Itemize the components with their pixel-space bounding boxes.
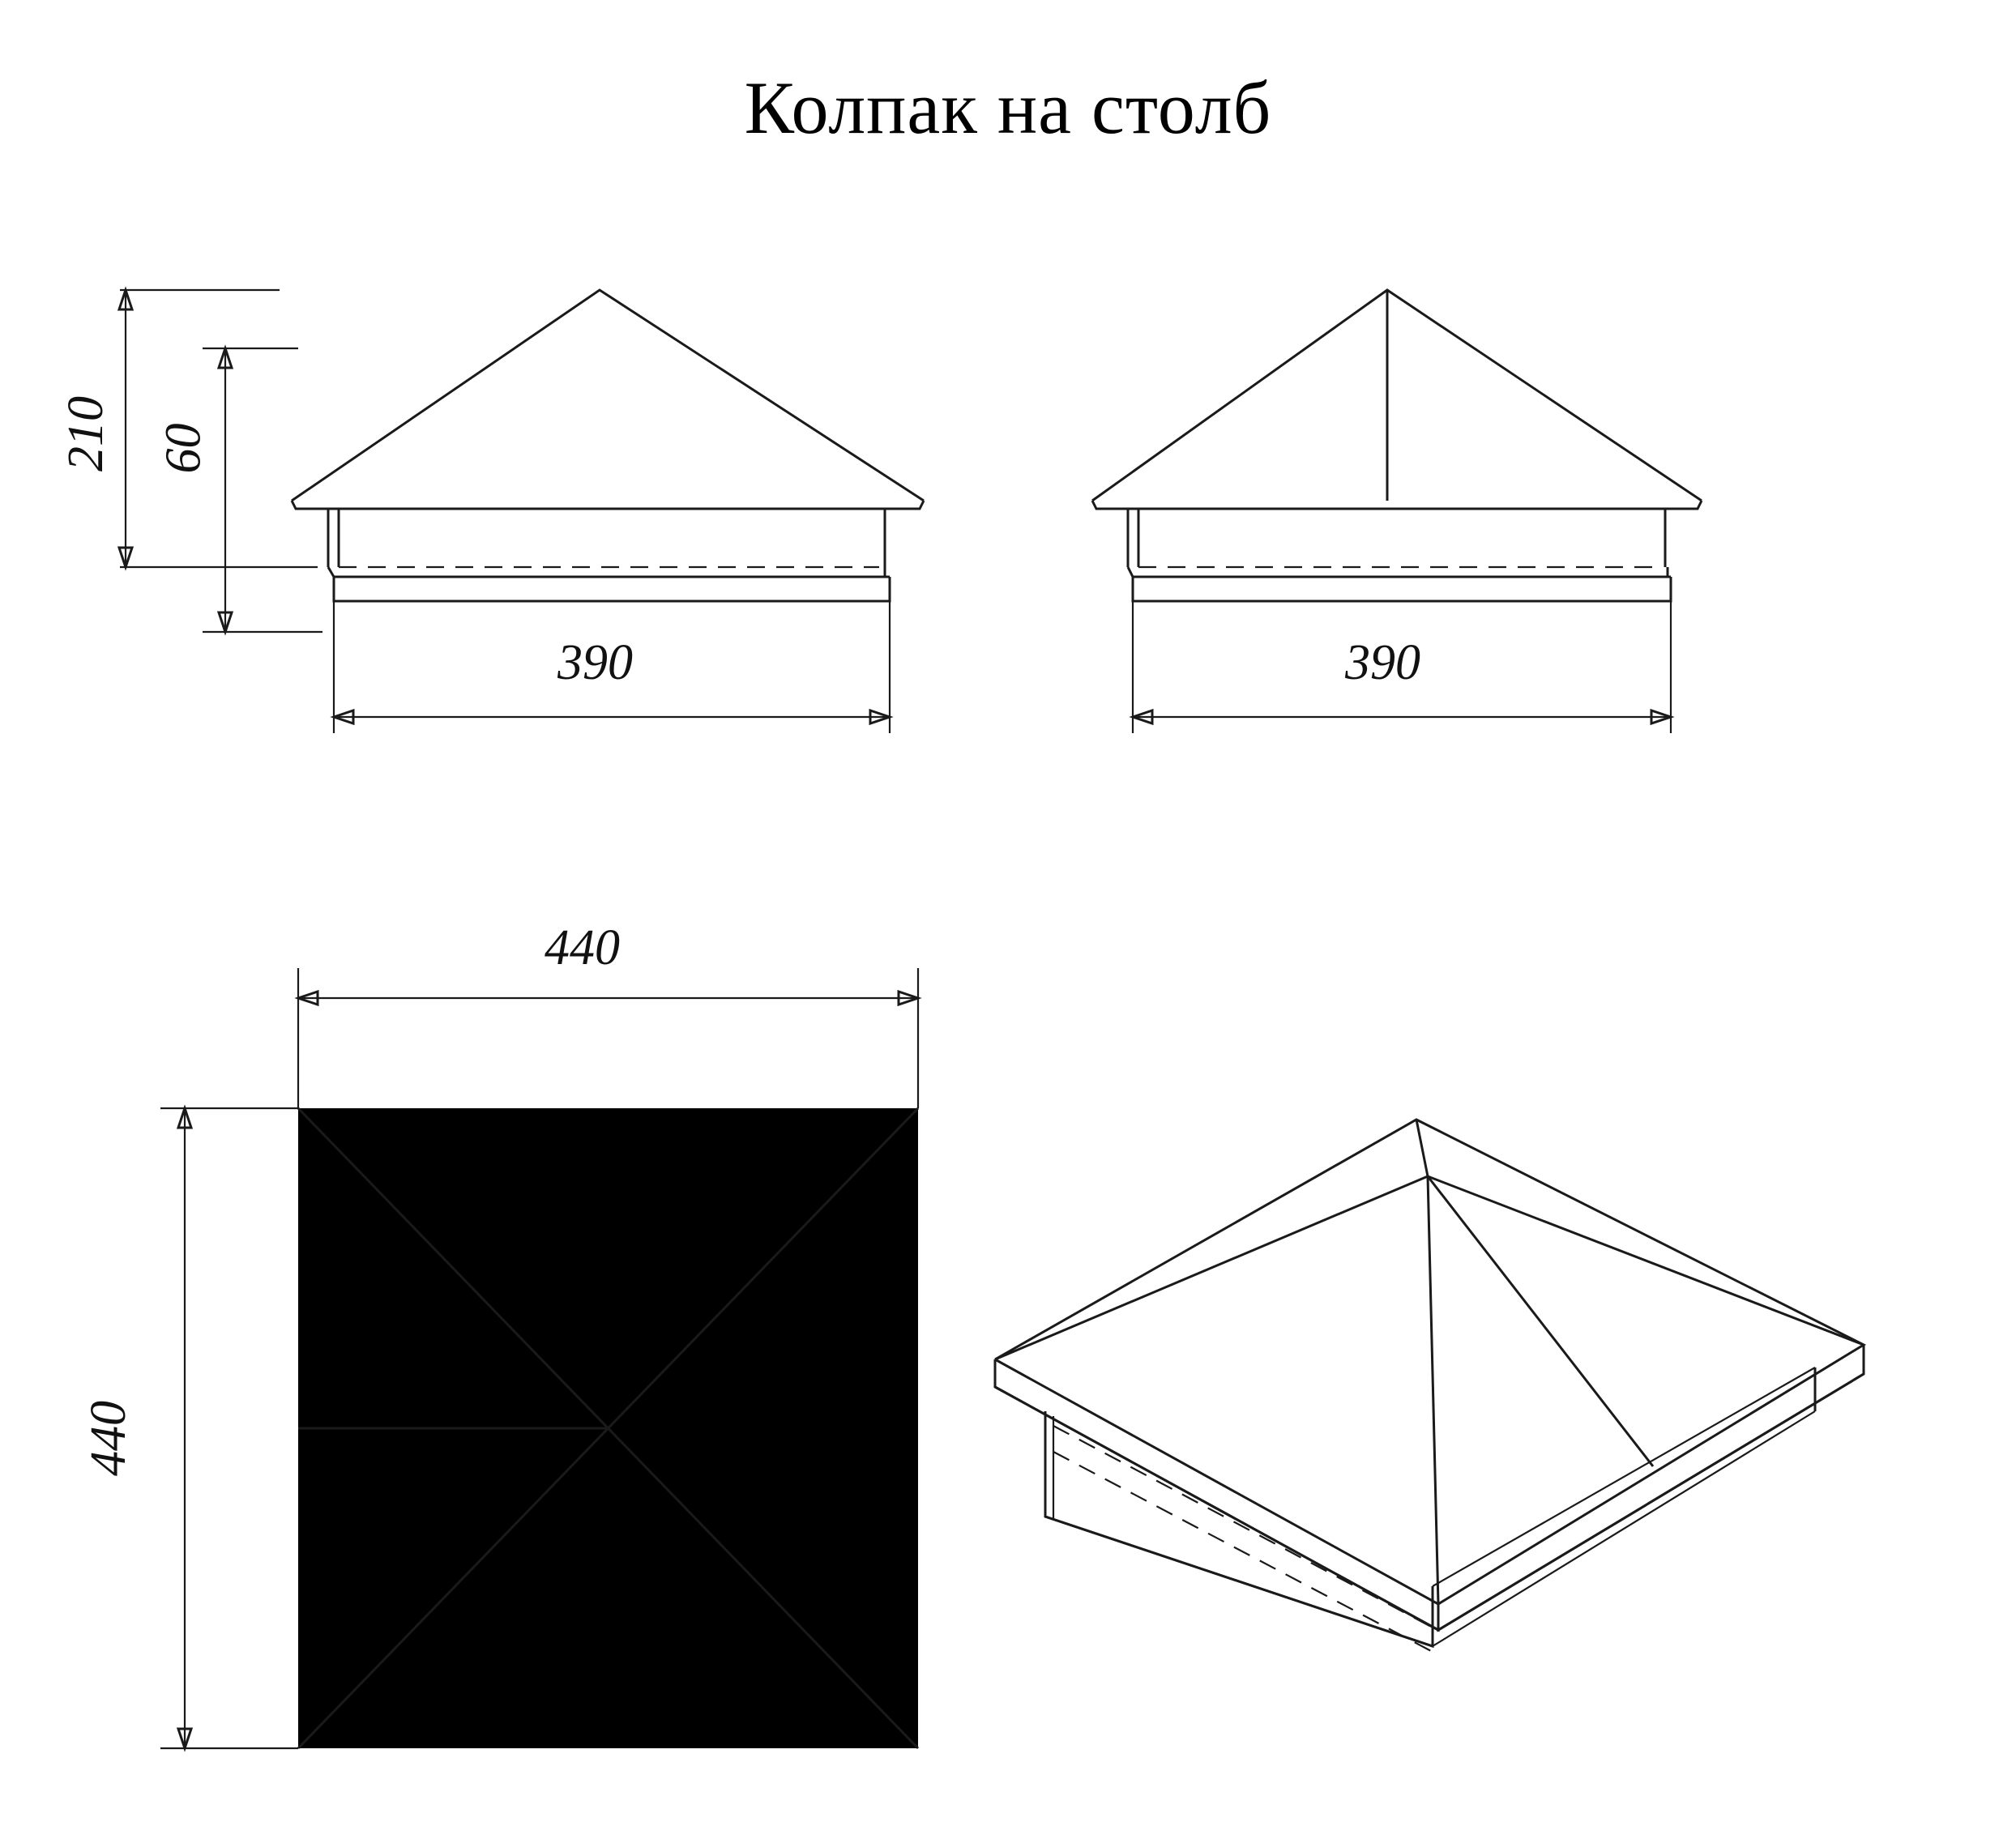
dim-label-210: 210 bbox=[58, 396, 113, 471]
dim-label-60: 60 bbox=[156, 423, 211, 474]
dim-label-390-side: 390 bbox=[1345, 635, 1420, 690]
dim-60 bbox=[203, 348, 322, 632]
dim-440-vertical bbox=[160, 1108, 298, 1748]
dim-label-440-horizontal: 440 bbox=[545, 920, 620, 975]
dim-label-440-vertical: 440 bbox=[81, 1401, 136, 1476]
isometric-geometry bbox=[995, 1120, 1864, 1653]
dim-label-390-front: 390 bbox=[557, 635, 633, 690]
top-plan-geometry bbox=[298, 1108, 918, 1748]
dim-440-horizontal bbox=[298, 968, 918, 1108]
dim-210 bbox=[119, 290, 318, 567]
page-title: Колпак на столб bbox=[744, 66, 1272, 149]
side-elevation-geometry bbox=[1092, 290, 1702, 601]
front-elevation-geometry bbox=[292, 290, 924, 601]
